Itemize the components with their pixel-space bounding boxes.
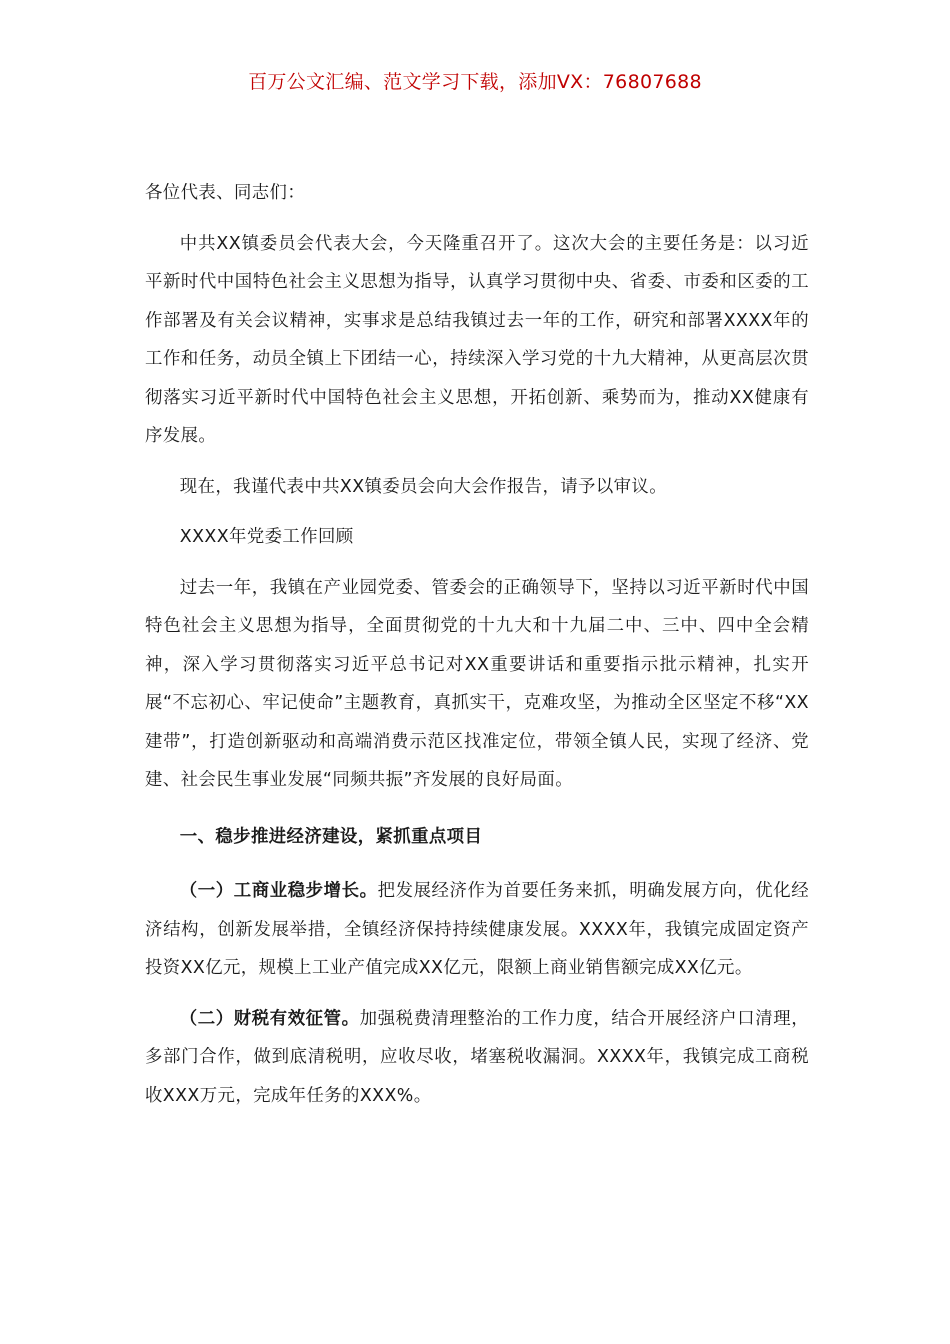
item-body-2: 加强税费清理整治的工作力度，结合开展经济户口清理，多部门合作，做到底清税明，应收尽收，堵塞税收漏洞。XXXX年，我镇完成工商税收XXX万元，完成年任务的XXX%。 xyxy=(145,1008,809,1106)
header-banner: 百万公文汇编、范文学习下载，添加VX：76807688 xyxy=(248,71,702,93)
item-paragraph-2 xyxy=(145,1000,809,1116)
item-title-2: （二）财税有效征管。 xyxy=(179,1008,360,1029)
item-paragraph-1 xyxy=(145,872,809,988)
review-paragraph: 过去一年，我镇在产业园党委、管委会的正确领导下，坚持以习近平新时代中国特色社会主义思想为指导，全面贯彻党的十九大和十九届二中、三中、四中全会精神，深入学习贯彻落实习近平总书记对XX重要讲话和重要指示批示精神，扎实开展“不忘初心、牢记使命”主题教育，真抓实干，克难攻坚，为推动全区坚定不移“XX建带”，打造创新驱动和高端消费示范区找准定位，带领全镇人民，实现了经济、党建、社会民生事业发展“同频共振”齐发展的良好局面。 xyxy=(145,577,809,790)
item-body-1: 把发展经济作为首要任务来抓，明确发展方向，优化经济结构，创新发展举措，全镇经济保持持续健康发展。XXXX年，我镇完成固定资产投资XX亿元，规模上工业产值完成XX亿元，限额上商业销售额完成XX亿元。 xyxy=(145,881,809,978)
salutation: 各位代表、同志们： xyxy=(145,183,306,203)
opening-paragraph: 中共XX镇委员会代表大会，今天隆重召开了。这次大会的主要任务是：以习近平新时代中国特色社会主义思想为指导，认真学习贯彻中央、省委、市委和区委的工作部署及有关会议精神，实事求是总结我镇过去一年的工作，研究和部署XXXX年的工作和任务，动员全镇上下团结一心，持续深入学习党的十九大精神，从更高层次贯彻落实习近平新时代中国特色社会主义思想，开拓创新、乘势而为，推动XX健康有序发展。 xyxy=(145,233,809,446)
item-title-1: （一）工商业稳步增长。 xyxy=(179,881,378,901)
review-title: XXXX年党委工作回顾 xyxy=(179,527,354,547)
section-heading: 一、稳步推进经济建设，紧抓重点项目 xyxy=(179,826,483,847)
report-statement: 现在，我谨代表中共XX镇委员会向大会作报告，请予以审议。 xyxy=(179,476,667,497)
document-body xyxy=(145,174,809,1127)
